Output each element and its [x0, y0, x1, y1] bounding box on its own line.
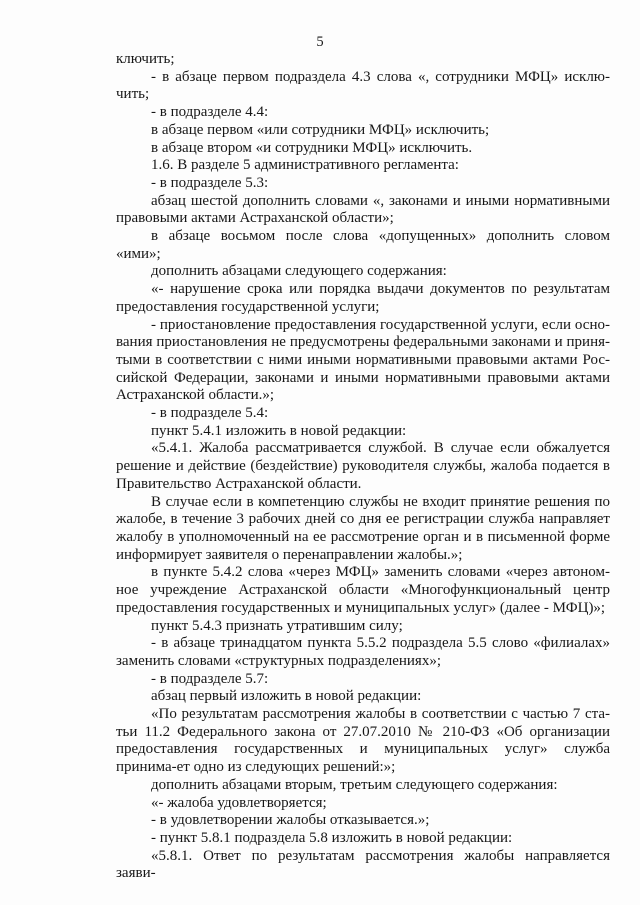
paragraph: ключить;: [116, 51, 175, 67]
page-number: 5: [316, 34, 324, 50]
paragraph: пункт 5.4.3 признать утратившим силу;: [151, 617, 403, 634]
paragraph: абзац шестой дополнить словами «, законами и иными нормативными правовыми актами Астраханской области»;: [116, 192, 610, 227]
paragraph: - в удовлетворении жалобы отказывается.»;: [151, 812, 430, 829]
paragraph: - в подразделе 4.4:: [151, 104, 269, 121]
paragraph: в абзаце восьмом после слова «допущенных» дополнить словом «ими»;: [116, 228, 610, 262]
paragraph: - пункт 5.8.1 подраздела 5.8 изложить в новой редакции:: [151, 829, 513, 846]
paragraph: - в подразделе 5.3:: [151, 174, 269, 191]
paragraph: - в абзаце первом подраздела 4.3 слова «, сотрудники МФЦ» исклю-чить;: [116, 68, 610, 103]
paragraph: «По результатам рассмотрения жалобы в соответствии с частью 7 ста-тьи 11.2 Федерального закона от 27.07.2010 № 210-ФЗ «Об организации предоставления государственных и муниципальных услуг» служба принима-ет одно из следующих решений:»;: [116, 706, 610, 776]
document-body: [116, 51, 610, 883]
paragraph: в абзаце втором «и сотрудники МФЦ» исключить.: [151, 139, 473, 156]
paragraph: - приостановление предоставления государственной услуги, если осно-вания приостановления не предусмотрены федеральными законами и приня-тыми в соответствии с ними иными нормативными правовыми актами Рос-сийской Федерации, законами и иными нормативными правовыми актами Астраханской области.»;: [116, 316, 610, 404]
paragraph: «- нарушение срока или порядка выдачи документов по результатам предоставления государственной услуги;: [116, 281, 610, 315]
paragraph: в пункте 5.4.2 слова «через МФЦ» заменить словами «через автоном-ное учреждение Астраханской области «Многофункциональный центр предоставления государственных и муниципальных услуг» (далее - МФЦ)»;: [116, 564, 610, 616]
paragraph: пункт 5.4.1 изложить в новой редакции:: [151, 422, 407, 439]
paragraph: дополнить абзацами следующего содержания:: [151, 263, 447, 280]
paragraph: - в подразделе 5.4:: [151, 405, 269, 422]
paragraph: В случае если в компетенцию службы не входит принятие решения по жалобе, в течение 3 рабочих дней со дня ее регистрации служба направляет жалобу в уполномоченный на ее рассмотрение орган и в письменной форме информирует заявителя о перенаправлении жалобы.»;: [116, 493, 610, 563]
paragraph: - в подразделе 5.7:: [151, 670, 269, 687]
paragraph: в абзаце первом «или сотрудники МФЦ» исключить;: [151, 121, 490, 138]
paragraph: «5.4.1. Жалоба рассматривается службой. В случае если обжалуется решение и действие (бездействие) руководителя службы, жалоба подается в Правительство Астраханской области.: [116, 440, 610, 492]
paragraph: 1.6. В разделе 5 административного регламента:: [151, 157, 459, 174]
paragraph: абзац первый изложить в новой редакции:: [151, 688, 422, 705]
paragraph: «- жалоба удовлетворяется;: [151, 794, 327, 811]
paragraph: дополнить абзацами вторым, третьим следующего содержания:: [151, 776, 558, 793]
paragraph: «5.8.1. Ответ по результатам рассмотрения жалобы направляется заяви-: [116, 847, 610, 882]
paragraph: - в абзаце тринадцатом пункта 5.5.2 подраздела 5.5 слово «филиалах» заменить словами «структурных подразделениях»;: [116, 635, 610, 669]
